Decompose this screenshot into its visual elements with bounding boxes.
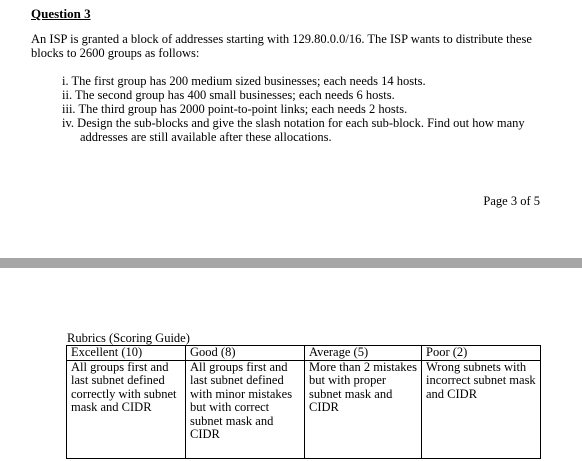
rubric-criteria-row <box>67 360 541 458</box>
question-item-4: iv. Design the sub-blocks and give the slash notation for each sub-block. Find out how many addresses are still available after these allocations. <box>62 116 525 144</box>
rubric-cell-poor: Wrong subnets with incorrect subnet mask and CIDR <box>422 360 541 458</box>
rubric-caption: Rubrics (Scoring Guide) <box>67 331 190 345</box>
rubric-header-good: Good (8) <box>186 346 305 361</box>
question-item-3: iii. The third group has 2000 point-to-point links; each needs 2 hosts. <box>62 102 408 116</box>
question-item-2: ii. The second group has 400 small businesses; each needs 6 hosts. <box>62 88 395 102</box>
rubric-header-row <box>67 346 541 361</box>
rubric-cell-good: All groups first and last subnet defined with minor mistakes but with correct subnet mask and CIDR <box>186 360 305 458</box>
page-separator <box>0 258 582 268</box>
rubric-header-excellent: Excellent (10) <box>67 346 186 361</box>
question-item-1: i. The first group has 200 medium sized businesses; each needs 14 hosts. <box>62 74 426 88</box>
rubric-cell-average: More than 2 mistakes but with proper subnet mask and CIDR <box>305 360 422 458</box>
page-number: Page 3 of 5 <box>483 194 540 208</box>
rubric-header-average: Average (5) <box>305 346 422 361</box>
rubric-header-poor: Poor (2) <box>422 346 541 361</box>
question-intro: An ISP is granted a block of addresses starting with 129.80.0.0/16. The ISP wants to distribute these blocks to 2600 groups as follows: <box>31 32 532 60</box>
question-title: Question 3 <box>31 6 91 21</box>
rubric-table <box>66 345 541 459</box>
rubric-cell-excellent: All groups first and last subnet defined correctly with subnet mask and CIDR <box>67 360 186 458</box>
question-item-list <box>62 74 532 144</box>
